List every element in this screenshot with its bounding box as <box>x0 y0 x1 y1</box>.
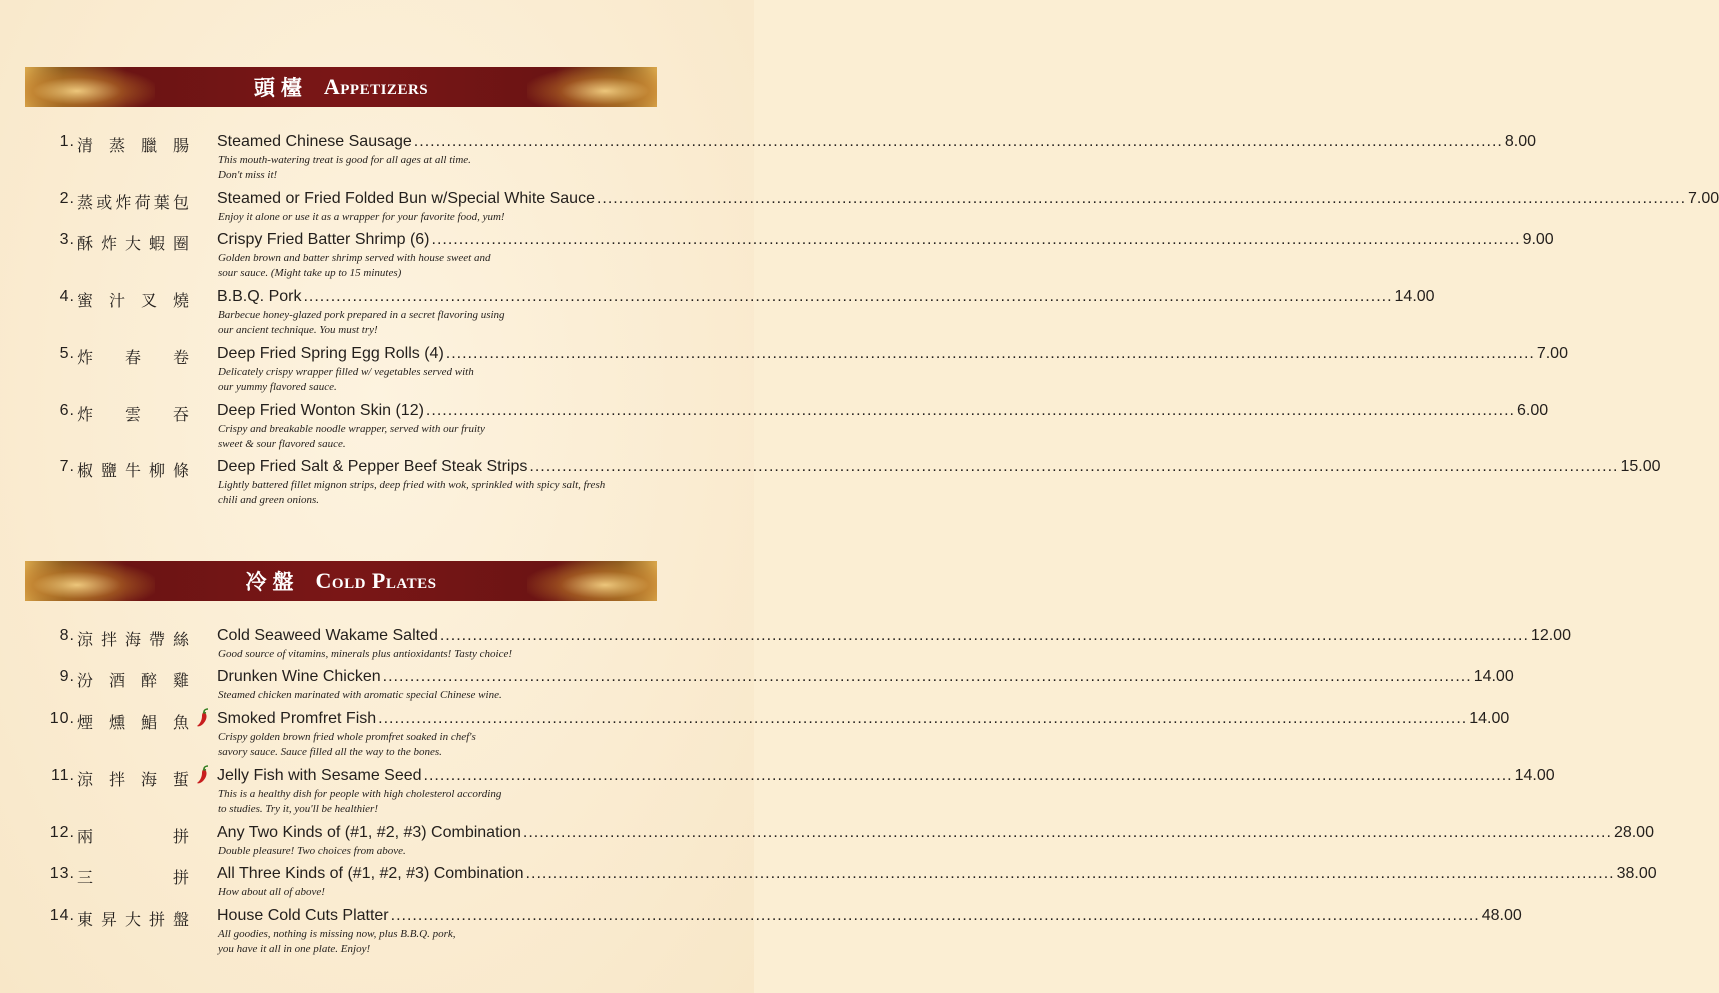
item-name-zh <box>77 458 189 481</box>
item-name-zh <box>77 190 189 213</box>
item-price: 15.00 <box>1620 458 1661 475</box>
item-name-zh <box>77 402 189 425</box>
item-name-zh-char: 拼 <box>172 829 189 846</box>
item-name-zh-char: 叉 <box>140 293 157 310</box>
item-description <box>218 422 663 452</box>
item-description-line: Steamed chicken marinated with aromatic special Chinese wine. <box>218 689 502 701</box>
item-line <box>217 231 1554 249</box>
item-description-line: Crispy and breakable noodle wrapper, served with our fruity <box>218 423 485 435</box>
item-price: 14.00 <box>1394 288 1435 305</box>
item-name-zh-char: 鹽 <box>100 463 117 480</box>
item-number: 6. <box>59 402 75 419</box>
item-name-zh-char: 春 <box>124 350 141 367</box>
section-title-zh: 頭檯 <box>253 75 308 100</box>
item-name-zh-char: 拼 <box>172 870 189 887</box>
item-name: All Three Kinds of (#1, #2, #3) Combination <box>217 865 524 882</box>
item-name-zh <box>77 710 189 733</box>
dot-leader: ........................................................................................................................................................................................................ <box>445 345 1535 362</box>
item-description-line: All goodies, nothing is missing now, plus B.B.Q. pork, <box>218 928 456 940</box>
item-name-zh-char: 海 <box>124 632 141 649</box>
item-name-zh-char: 盤 <box>172 912 189 929</box>
item-description <box>218 688 663 703</box>
item-name: Deep Fried Spring Egg Rolls (4) <box>217 345 444 362</box>
item-line <box>217 345 1568 363</box>
item-line <box>217 133 1536 151</box>
item-name-zh-char: 炸 <box>100 236 117 253</box>
dot-leader: ........................................................................................................................................................................................................ <box>596 190 1687 207</box>
item-name-zh-char: 拌 <box>100 632 117 649</box>
item-number: 3. <box>59 231 75 248</box>
item-description-line: Crispy golden brown fried whole promfret soaked in chef's <box>218 731 476 743</box>
item-number: 7. <box>59 458 75 475</box>
dot-leader: ........................................................................................................................................................................................................ <box>522 824 1612 841</box>
item-line <box>217 668 1514 686</box>
item-description-line: This mouth-watering treat is good for all ages at all time. <box>218 154 471 166</box>
item-name-zh-char: 包 <box>172 195 189 212</box>
item-name-zh-char: 腸 <box>172 138 189 155</box>
item-name-zh-char: 燻 <box>108 715 125 732</box>
item-number: 8. <box>59 627 75 644</box>
dot-leader: ........................................................................................................................................................................................................ <box>303 288 1393 305</box>
item-name-zh-char: 醉 <box>140 673 157 690</box>
item-name-zh-char: 蒸 <box>108 138 125 155</box>
section-banner <box>25 561 657 601</box>
item-price: 12.00 <box>1530 627 1571 644</box>
item-name-zh-char: 蒸 <box>77 195 94 212</box>
chili-pepper-icon <box>196 708 210 728</box>
item-description-line: Delicately crispy wrapper filled w/ vegetables served with <box>218 366 474 378</box>
item-name-zh <box>77 288 189 311</box>
item-name: Cold Seaweed Wakame Salted <box>217 627 438 644</box>
item-name-zh-char: 汾 <box>77 673 94 690</box>
item-description-line: Lightly battered fillet mignon strips, deep fried with wok, sprinkled with spicy salt, fresh <box>218 479 606 491</box>
item-name-zh-char: 臘 <box>140 138 157 155</box>
item-name-zh-char: 煙 <box>77 715 94 732</box>
item-name-zh-char: 炸 <box>115 195 132 212</box>
item-name-zh-char: 蜜 <box>77 293 94 310</box>
section-title-en: Cold Plates <box>315 568 437 593</box>
item-name: Any Two Kinds of (#1, #2, #3) Combination <box>217 824 521 841</box>
dot-leader: ........................................................................................................................................................................................................ <box>378 710 1468 727</box>
item-name-zh <box>77 907 189 930</box>
item-description <box>218 730 663 760</box>
item-name-zh-char: 涼 <box>77 632 94 649</box>
dot-leader: ........................................................................................................................................................................................................ <box>382 668 1472 685</box>
item-name-zh-char: 鯧 <box>140 715 157 732</box>
item-name-zh-char: 兩 <box>77 829 94 846</box>
dot-leader: ........................................................................................................................................................................................................ <box>439 627 1529 644</box>
item-name-zh-char: 絲 <box>172 632 189 649</box>
section-title-zh: 冷盤 <box>245 569 300 594</box>
item-description-line: Enjoy it alone or use it as a wrapper for your favorite food, yum! <box>218 211 505 223</box>
dot-leader: ........................................................................................................................................................................................................ <box>423 767 1513 784</box>
item-line <box>217 288 1435 306</box>
item-line <box>217 865 1657 883</box>
item-number: 1. <box>59 133 75 150</box>
item-name-zh-char: 卷 <box>172 350 189 367</box>
item-name-zh-char: 三 <box>77 870 94 887</box>
item-name-zh-char: 雲 <box>124 407 141 424</box>
chili-pepper-icon <box>196 765 210 785</box>
item-name-zh-char: 圈 <box>172 236 189 253</box>
item-name-zh <box>77 668 189 691</box>
item-description <box>218 787 663 817</box>
item-line <box>217 627 1571 645</box>
item-name-zh-char: 蝦 <box>148 236 165 253</box>
item-name-zh-char: 汁 <box>108 293 125 310</box>
item-name-zh-char: 帶 <box>148 632 165 649</box>
item-name: Steamed or Fried Folded Bun w/Special White Sauce <box>217 190 595 207</box>
item-name-zh-char: 東 <box>77 912 94 929</box>
item-name: Deep Fried Wonton Skin (12) <box>217 402 424 419</box>
item-name-zh-char: 條 <box>172 463 189 480</box>
item-description <box>218 308 663 338</box>
item-line <box>217 824 1654 842</box>
item-line <box>217 190 1719 208</box>
item-name: Jelly Fish with Sesame Seed <box>217 767 422 784</box>
item-name: Deep Fried Salt & Pepper Beef Steak Strips <box>217 458 528 475</box>
item-name-zh-char: 拼 <box>148 912 165 929</box>
item-name: Drunken Wine Chicken <box>217 668 381 685</box>
item-name-zh-char: 拌 <box>108 772 125 789</box>
item-line <box>217 767 1555 785</box>
dot-leader: ........................................................................................................................................................................................................ <box>525 865 1615 882</box>
item-name: B.B.Q. Pork <box>217 288 302 305</box>
item-name-zh <box>77 231 189 254</box>
item-line <box>217 710 1510 728</box>
item-description-line: our ancient technique. You must try! <box>218 324 378 336</box>
item-description-line: to studies. Try it, you'll be healthier! <box>218 803 379 815</box>
item-description-line: you have it all in one plate. Enjoy! <box>218 943 371 955</box>
item-price: 7.00 <box>1536 345 1568 362</box>
item-name: Steamed Chinese Sausage <box>217 133 412 150</box>
item-price: 14.00 <box>1473 668 1514 685</box>
item-name-zh <box>77 824 189 847</box>
item-name-zh-char: 荷 <box>134 195 151 212</box>
item-number: 9. <box>59 668 75 685</box>
item-description-line: Don't miss it! <box>218 169 278 181</box>
item-price: 14.00 <box>1469 710 1510 727</box>
item-name-zh-char: 海 <box>140 772 157 789</box>
item-name-zh-char: 昇 <box>100 912 117 929</box>
item-description <box>218 844 663 859</box>
item-price: 7.00 <box>1688 190 1719 207</box>
item-name-zh <box>77 345 189 368</box>
item-number: 13. <box>49 865 75 882</box>
item-name-zh-char: 酒 <box>108 673 125 690</box>
item-number: 11. <box>50 767 75 784</box>
item-name-zh-char: 清 <box>77 138 94 155</box>
section-banner <box>25 67 657 107</box>
item-name-zh-char: 蜇 <box>172 772 189 789</box>
item-line <box>217 402 1549 420</box>
item-number: 10. <box>49 710 75 727</box>
dot-leader: ........................................................................................................................................................................................................ <box>390 907 1480 924</box>
item-name: Crispy Fried Batter Shrimp (6) <box>217 231 430 248</box>
item-description-line: sour sauce. (Might take up to 15 minutes) <box>218 267 402 279</box>
item-number: 14. <box>49 907 75 924</box>
item-name-zh <box>77 767 189 790</box>
item-description-line: chili and green onions. <box>218 494 320 506</box>
item-description <box>218 885 663 900</box>
item-name-zh-char: 燒 <box>172 293 189 310</box>
item-line <box>217 458 1661 476</box>
item-name-zh <box>77 865 189 888</box>
item-price: 9.00 <box>1522 231 1554 248</box>
item-name-zh-char: 吞 <box>172 407 189 424</box>
item-description <box>218 251 663 281</box>
item-description <box>218 210 663 225</box>
item-number: 2. <box>59 190 75 207</box>
section-title <box>25 561 657 601</box>
item-name-zh-char: 魚 <box>172 715 189 732</box>
item-name-zh-char: 炸 <box>77 350 94 367</box>
item-description-line: This is a healthy dish for people with high cholesterol according <box>218 788 502 800</box>
item-name-zh-char: 大 <box>124 912 141 929</box>
item-name-zh-char: 涼 <box>77 772 94 789</box>
item-name-zh-char: 椒 <box>77 463 94 480</box>
dot-leader: ........................................................................................................................................................................................................ <box>431 231 1521 248</box>
item-description <box>218 927 663 957</box>
item-number: 5. <box>59 345 75 362</box>
item-description <box>218 365 663 395</box>
item-name-zh-char: 或 <box>96 195 113 212</box>
item-name-zh-char: 葉 <box>153 195 170 212</box>
dot-leader: ........................................................................................................................................................................................................ <box>425 402 1515 419</box>
item-name-zh-char: 酥 <box>77 236 94 253</box>
item-price: 8.00 <box>1504 133 1536 150</box>
item-description-line: Golden brown and batter shrimp served with house sweet and <box>218 252 491 264</box>
dot-leader: ........................................................................................................................................................................................................ <box>529 458 1619 475</box>
item-description-line: savory sauce. Sauce filled all the way to the bones. <box>218 746 442 758</box>
item-name-zh <box>77 627 189 650</box>
item-name-zh-char: 大 <box>124 236 141 253</box>
item-description <box>218 153 663 183</box>
item-number: 12. <box>49 824 75 841</box>
section-title-en: Appetizers <box>323 74 429 99</box>
item-name-zh-char: 雞 <box>172 673 189 690</box>
item-name: House Cold Cuts Platter <box>217 907 389 924</box>
item-price: 6.00 <box>1516 402 1549 419</box>
item-name: Smoked Promfret Fish <box>217 710 377 727</box>
item-name-zh-char: 牛 <box>124 463 141 480</box>
item-description-line: How about all of above! <box>218 886 325 898</box>
item-name-zh <box>77 133 189 156</box>
item-line <box>217 907 1522 925</box>
item-name-zh-char: 炸 <box>77 407 94 424</box>
item-description-line: Barbecue honey-glazed pork prepared in a secret flavoring using <box>218 309 505 321</box>
item-price: 14.00 <box>1514 767 1555 784</box>
item-description-line: our yummy flavored sauce. <box>218 381 337 393</box>
item-description <box>218 478 663 508</box>
item-price: 48.00 <box>1481 907 1522 924</box>
item-description-line: Good source of vitamins, minerals plus antioxidants! Tasty choice! <box>218 648 513 660</box>
item-description <box>218 647 663 662</box>
section-title <box>25 67 657 107</box>
item-description-line: Double pleasure! Two choices from above. <box>218 845 406 857</box>
item-price: 38.00 <box>1616 865 1657 882</box>
item-number: 4. <box>59 288 75 305</box>
item-description-line: sweet & sour flavored sauce. <box>218 438 346 450</box>
item-price: 28.00 <box>1613 824 1654 841</box>
dot-leader: ........................................................................................................................................................................................................ <box>413 133 1503 150</box>
item-name-zh-char: 柳 <box>148 463 165 480</box>
